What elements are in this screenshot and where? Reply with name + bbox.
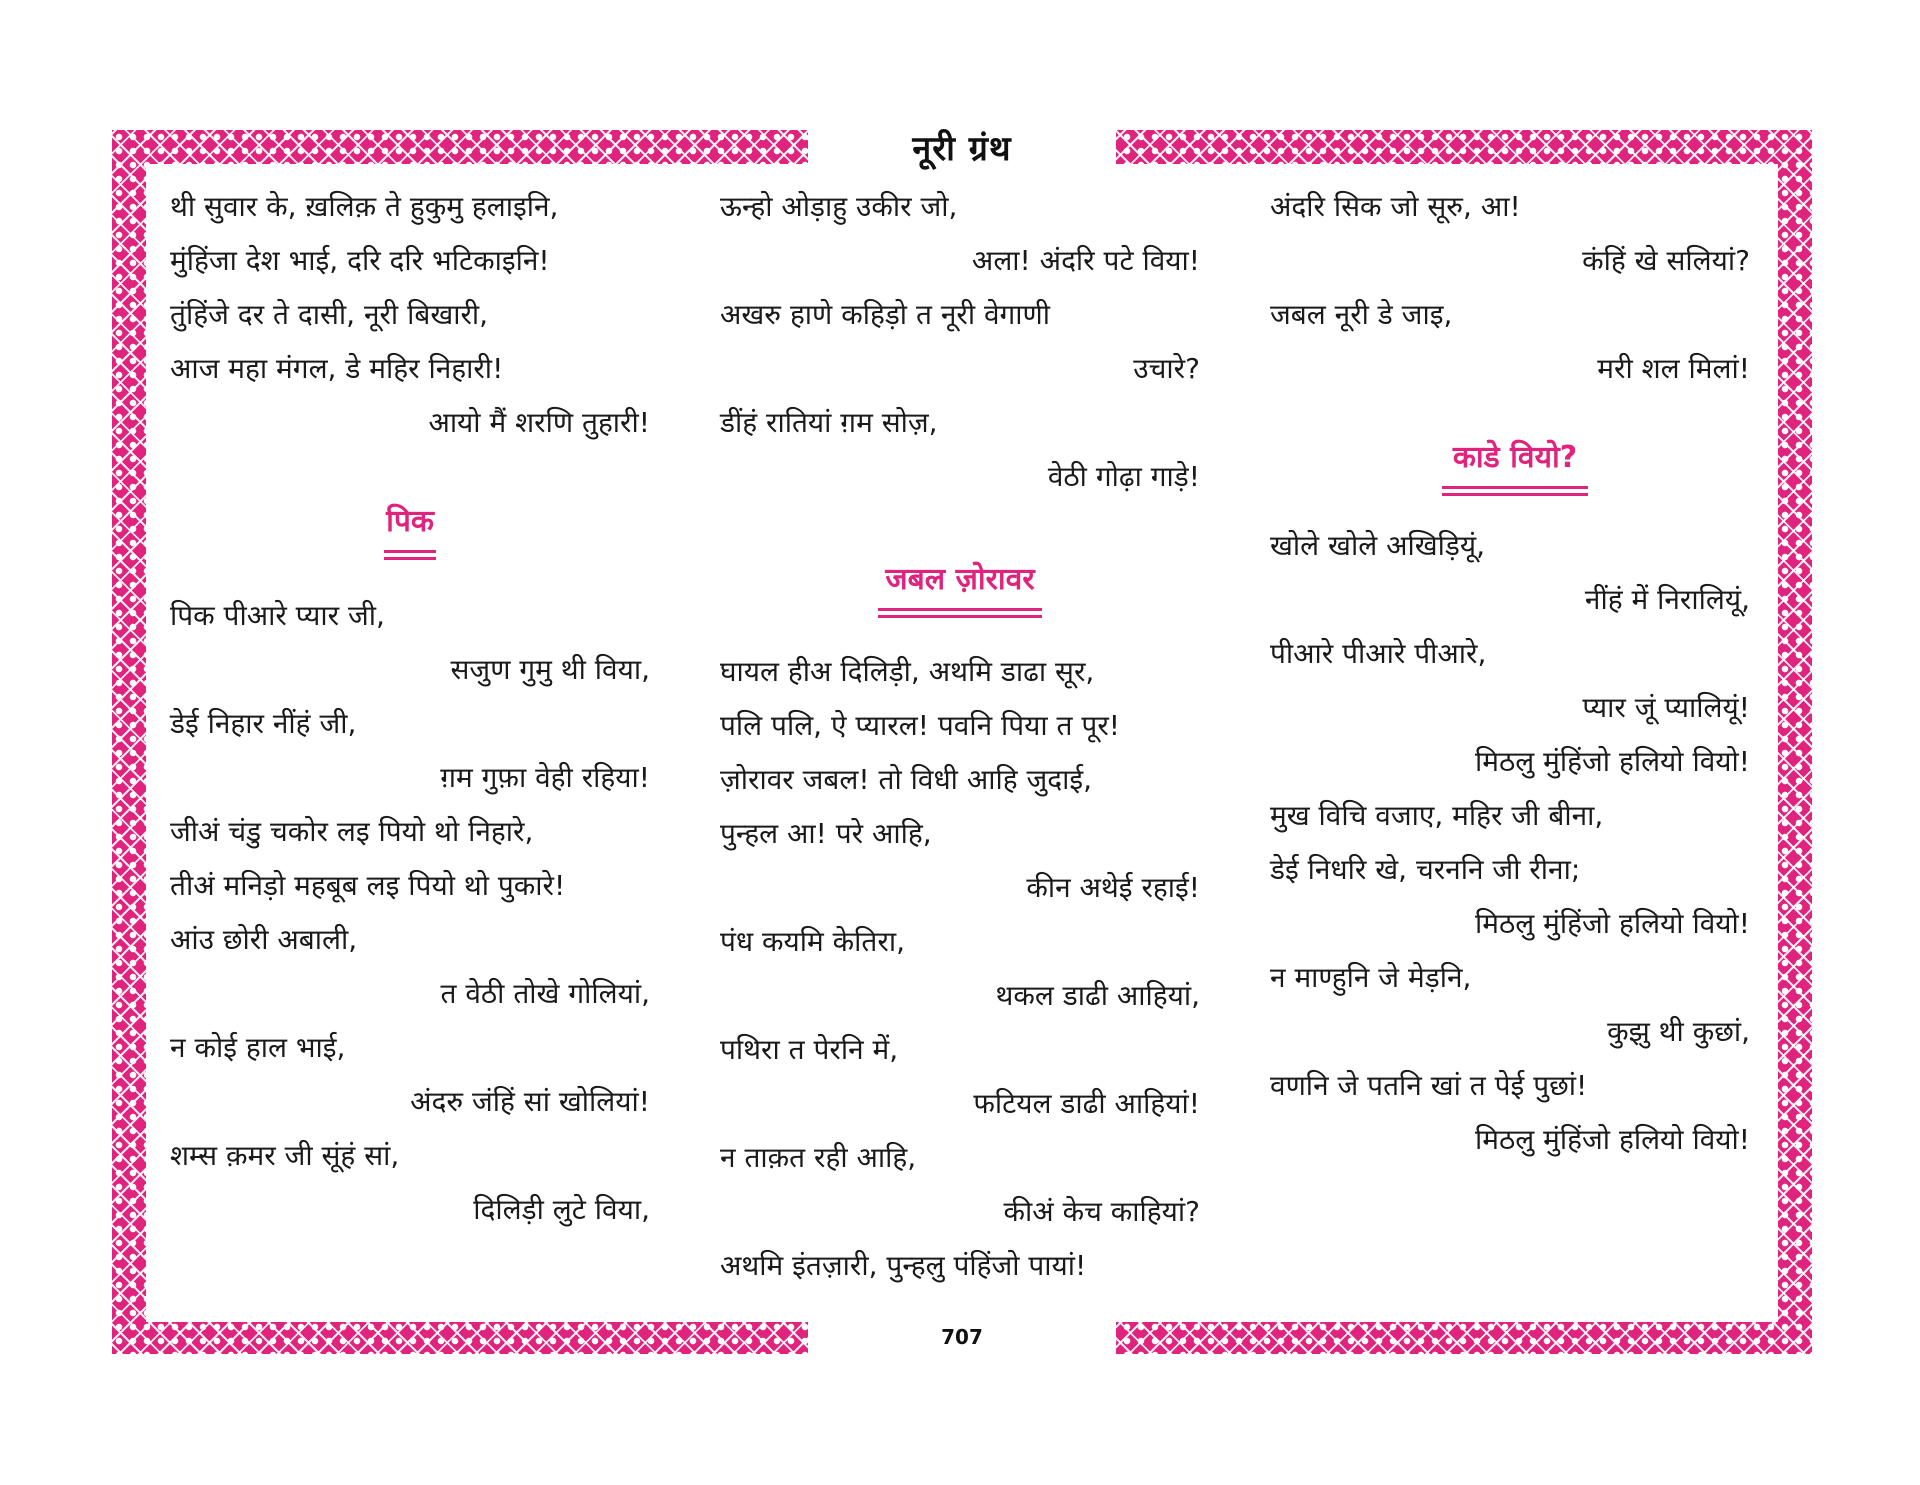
verse-line: जबल नूरी डे जाइ, [1270, 298, 1453, 331]
section-title: काडे वियो? [1452, 440, 1578, 475]
verse-line: वेठी गोढ़ा गाड़े! [1047, 460, 1200, 493]
verse-line: न ताक़त रही आहि, [720, 1141, 917, 1174]
verse-line: मरी शल मिलां! [1597, 352, 1750, 385]
verse-line: आंउ छोरी अबाली, [170, 923, 358, 956]
section-title: जबल ज़ोरावर [885, 562, 1035, 597]
verse-line: पलि पलि, ऐ प्यारल! पवनि पिया त पूर! [720, 709, 1121, 742]
verse-line: डेई निहार नींहं जी, [170, 707, 357, 740]
verse-line: न माण्हुनि जे मेड़नि, [1270, 961, 1472, 994]
verse-line: तीअं मनिड़ो महबूब लइ पियो थो पुकारे! [170, 869, 566, 902]
verse-line: अला! अंदरि पटे विया! [971, 244, 1200, 277]
verse-line: पिक पीआरे प्यार जी, [170, 599, 385, 632]
verse-line: पीआरे पीआरे पीआरे, [1270, 637, 1487, 670]
verse-line: कीन अथेई रहाई! [1026, 871, 1200, 904]
title-underline [1442, 486, 1588, 489]
verse-line: थकल डाढी आहियां, [995, 979, 1200, 1012]
verse-line: पंध कयमि केतिरा, [720, 925, 905, 958]
book-title: नूरी ग्रंथ [912, 129, 1012, 169]
page-number: 707 [941, 1325, 983, 1349]
verse-line: आयो मैं शरणि तुहारी! [428, 406, 650, 439]
verse-line: ग़म गुफ़ा वेही रहिया! [440, 761, 650, 794]
section-heading [1430, 438, 1600, 489]
verse-line: थी सुवार के, ख़लिक़ ते हुकुमु हलाइनि, [170, 190, 559, 223]
verse-line: घायल हीअ दिलिड़ी, अथमि डाढा सूर, [720, 655, 1095, 688]
section-title: पिक [386, 504, 434, 539]
verse-line: डींहं रातियां ग़म सोज़, [720, 406, 938, 439]
verse-line: कंहिं खे सलियां? [1582, 244, 1750, 277]
verse-line: डेई निधरि खे, चरननि जी रीना; [1270, 853, 1581, 886]
verse-line: मिठलु मुंहिंजो हलियो वियो! [1475, 745, 1750, 778]
column-2 [720, 180, 1200, 1293]
verse-line: नींहं में निरालियूं, [1584, 583, 1750, 616]
verse-line: पुन्हल आ! परे आहि, [720, 817, 932, 850]
verse-line: जीअं चंडु चकोर लइ पियो थो निहारे, [170, 815, 534, 848]
verse-line: कुझु थी कुछां, [1607, 1015, 1750, 1048]
verse-line: फटियल डाढी आहियां! [973, 1087, 1200, 1120]
section-heading [365, 502, 455, 553]
verse-line: प्यार जूं प्यालियूं! [1582, 691, 1750, 724]
verse-line: न कोई हाल भाई, [170, 1031, 346, 1064]
title-underline [878, 608, 1042, 611]
verse-line: वणनि जे पतनि खां त पेई पुछां! [1270, 1069, 1588, 1102]
verse-line: मुंहिंजा देश भाई, दरि दरि भटिकाइनि! [170, 244, 550, 277]
verse-line: खोले खोले अखिड़ियूं, [1270, 529, 1486, 562]
verse-line: उचारे? [1133, 352, 1200, 385]
verse-line: मुख विचि वजाए, महिर जी बीना, [1270, 799, 1604, 832]
verse-line: मिठलु मुंहिंजो हलियो वियो! [1475, 907, 1750, 940]
column-3 [1270, 180, 1750, 1167]
verse-line: अंदरि सिक जो सूरु, आ! [1270, 190, 1521, 223]
title-underline [384, 550, 436, 553]
verse-line: अंदरु जंहिं सां खोलियां! [410, 1085, 650, 1118]
verse-line: पथिरा त पेरनि में, [720, 1033, 899, 1066]
verse-line: कीअं केच काहियां? [1003, 1195, 1200, 1228]
verse-line: मिठलु मुंहिंजो हलियो वियो! [1475, 1123, 1750, 1156]
verse-line: अथमि इंतज़ारी, पुन्हलु पंहिंजो पायां! [720, 1249, 1087, 1282]
verse-line: दिलिड़ी लुटे विया, [473, 1193, 650, 1226]
verse-line: अखरु हाणे कहिड़ो त नूरी वेगाणी [720, 298, 1051, 331]
column-1 [170, 180, 650, 1237]
verse-line: त वेठी तोखे गोलियां, [440, 977, 650, 1010]
section-heading [860, 560, 1060, 611]
verse-line: ज़ोरावर जबल! तो विधी आहि जुदाई, [720, 763, 1093, 796]
verse-line: सजुण गुमु थी विया, [450, 653, 650, 686]
verse-line: शम्स क़मर जी सूंहं सां, [170, 1139, 400, 1172]
verse-line: ऊन्हो ओड़ाहु उकीर जो, [720, 190, 958, 223]
verse-line: आज महा मंगल, डे महिर निहारी! [170, 352, 504, 385]
verse-line: तुंहिंजे दर ते दासी, नूरी बिखारी, [170, 298, 489, 331]
